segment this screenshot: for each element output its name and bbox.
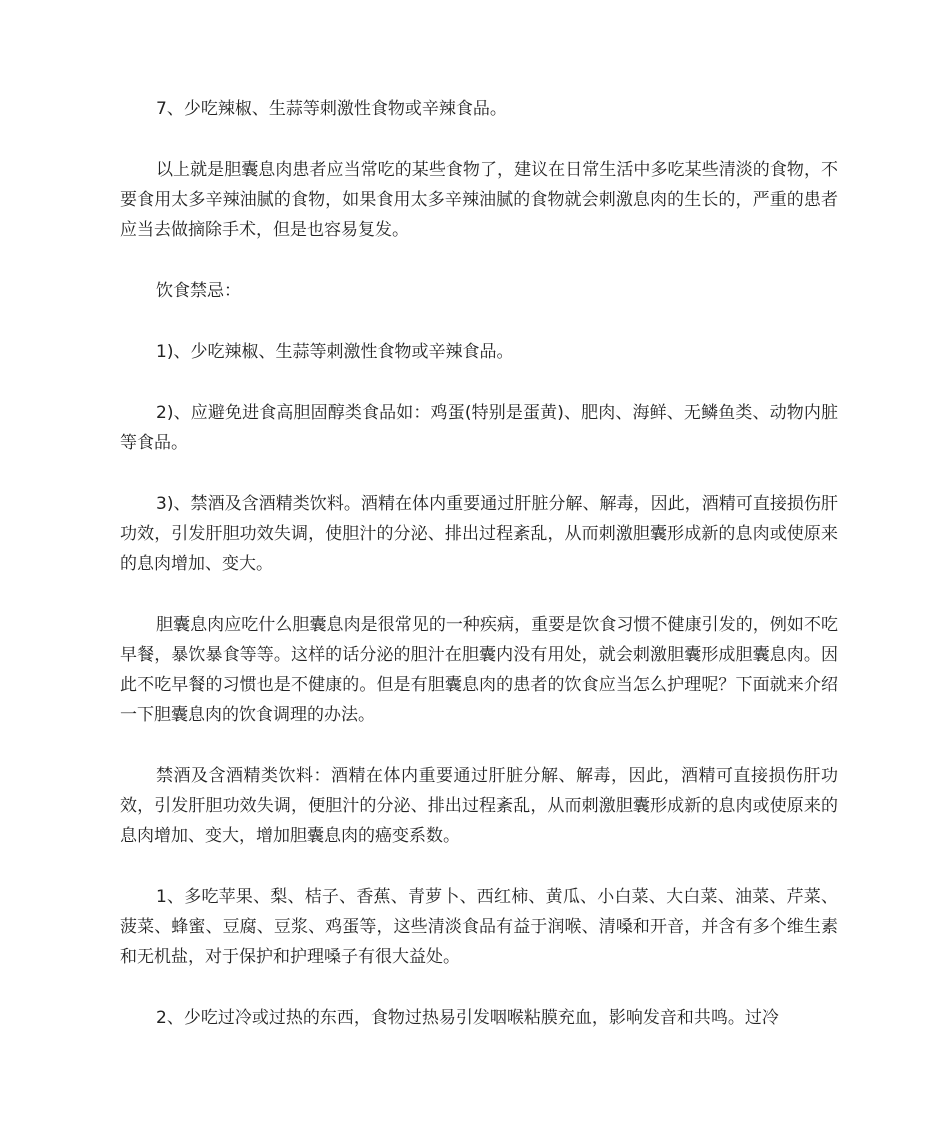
paragraph-taboo-3: 3)、禁酒及含酒精类饮料。酒精在体内重要通过肝脏分解、解毒，因此，酒精可直接损伤肝功效，引发肝胆功效失调，使胆汁的分泌、排出过程紊乱，从而刺激胆囊形成新的息肉或使原来的息肉增加、变大。 xyxy=(120,494,838,574)
document-body xyxy=(120,94,838,1064)
paragraph-diet-taboos-heading: 饮食禁忌： xyxy=(156,281,241,301)
paragraph-alcohol-warning: 禁酒及含酒精类饮料：酒精在体内重要通过肝脏分解、解毒，因此，酒精可直接损伤肝功效，引发肝胆功效失调，便胆汁的分泌、排出过程紊乱，从而刺激胆囊形成新的息肉或使原来的息肉增加、变大，增加胆囊息肉的癌变系数。 xyxy=(120,766,838,846)
paragraph-taboo-1: 1)、少吃辣椒、生蒜等刺激性食物或辛辣食品。 xyxy=(156,342,514,362)
paragraph-taboo-2: 2)、应避免进食高胆固醇类食品如：鸡蛋(特别是蛋黄)、肥肉、海鲜、无鳞鱼类、动物内脏等食品。 xyxy=(120,403,838,453)
paragraph-temperature-advice: 2、少吃过冷或过热的东西，食物过热易引发咽喉粘膜充血，影响发音和共鸣。过冷 xyxy=(156,1008,779,1028)
paragraph-spicy-food: 7、少吃辣椒、生蒜等刺激性食物或辛辣食品。 xyxy=(156,99,507,119)
paragraph-summary: 以上就是胆囊息肉患者应当常吃的某些食物了，建议在日常生活中多吃某些清淡的食物，不要食用太多辛辣油腻的食物，如果食用太多辛辣油腻的食物就会刺激息肉的生长的，严重的患者应当去做摘除手术，但是也容易复发。 xyxy=(120,160,838,240)
paragraph-gallbladder-polyp-intro: 胆囊息肉应吃什么胆囊息肉是很常见的一种疾病，重要是饮食习惯不健康引发的，例如不吃早餐，暴饮暴食等等。这样的话分泌的胆汁在胆囊内没有用处，就会刺激胆囊形成胆囊息肉。因此不吃早餐的习惯也是不健康的。但是有胆囊息肉的患者的饮食应当怎么护理呢？下面就来介绍一下胆囊息肉的饮食调理的办法。 xyxy=(120,615,838,725)
paragraph-recommended-foods: 1、多吃苹果、梨、桔子、香蕉、青萝卜、西红柿、黄瓜、小白菜、大白菜、油菜、芹菜、菠菜、蜂蜜、豆腐、豆浆、鸡蛋等，这些清淡食品有益于润喉、清嗓和开音，并含有多个维生素和无机盐，对于保护和护理嗓子有很大益处。 xyxy=(120,887,838,967)
